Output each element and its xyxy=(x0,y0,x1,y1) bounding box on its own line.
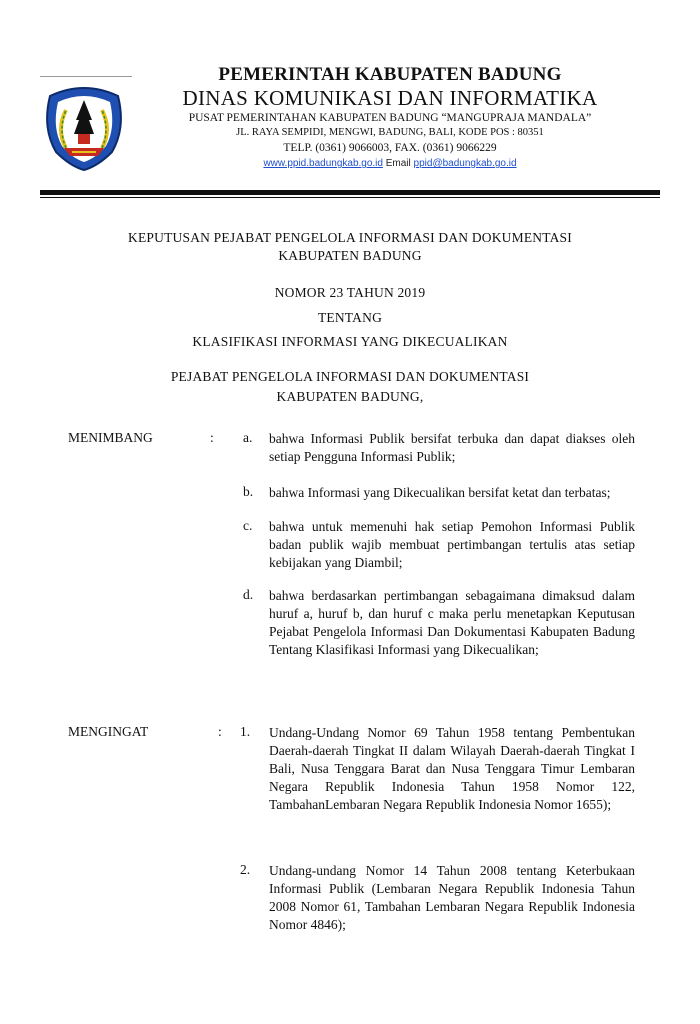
decree-about: TENTANG xyxy=(317,310,383,325)
menimbang-item-text: bahwa Informasi yang Dikecualikan bersifat ketat dan terbatas; xyxy=(269,485,611,500)
mengingat-label: MENGINGAT xyxy=(68,724,149,739)
letterhead-hairline xyxy=(40,76,132,77)
menimbang-label: MENIMBANG xyxy=(68,430,153,445)
menimbang-item-marker: c. xyxy=(243,518,253,533)
menimbang-item-marker: a. xyxy=(243,430,253,445)
decree-title-line1: KEPUTUSAN PEJABAT PENGELOLA INFORMASI DAN DOKUMENTASI xyxy=(128,230,572,245)
decree-title-line2: KABUPATEN BADUNG xyxy=(278,248,422,263)
office-phone-fax: TELP. (0361) 9066003, FAX. (0361) 9066229 xyxy=(283,142,497,154)
badung-regency-emblem-icon xyxy=(36,78,132,172)
email-label: Email xyxy=(385,158,411,169)
decree-subject: KLASIFIKASI INFORMASI YANG DIKECUALIKAN xyxy=(192,334,508,349)
office-name: DINAS KOMUNIKASI DAN INFORMATIKA xyxy=(182,86,598,110)
decree-number: NOMOR 23 TAHUN 2019 xyxy=(274,285,426,300)
mengingat-item-marker: 2. xyxy=(240,862,251,877)
menimbang-item-marker: d. xyxy=(243,587,254,602)
menimbang-item-text: bahwa untuk memenuhi hak setiap Pemohon Informasi Publik badan publik wajib membuat pertimbangan tertulis atas setiap kebijakan yang Diambil; xyxy=(269,519,635,570)
mengingat-item-text: Undang-undang Nomor 14 Tahun 2008 tentang Keterbukaan Informasi Publik (Lembaran Negara Republik Indonesia Tahun 2008 Nomor 61, Tambahan Lembaran Negara Republik Indonesia Nomor 4846); xyxy=(269,863,635,932)
menimbang-item-text: bahwa Informasi Publik bersifat terbuka dan dapat diakses oleh setiap Pengguna Informasi Publik; xyxy=(269,431,635,464)
official-title-line1: PEJABAT PENGELOLA INFORMASI DAN DOKUMENTASI xyxy=(170,369,530,384)
letterhead-rule-thin xyxy=(40,197,660,198)
mengingat-colon: : xyxy=(218,724,222,739)
mengingat-item-text: Undang-Undang Nomor 69 Tahun 1958 tentang Pembentukan Daerah-daerah Tingkat II dalam Wilayah Daerah-daerah Tingkat I Bali, Nusa Tenggara Barat dan Nusa Tenggara Timur Lembaran Negara Republik Indonesia Tahun 1958 Nomor 122, TambahanLembaran Negara Republik Indonesia Nomor 1655); xyxy=(269,725,635,812)
mengingat-item-marker: 1. xyxy=(240,724,251,739)
government-center-line: PUSAT PEMERINTAHAN KABUPATEN BADUNG “MANGUPRAJA MANDALA” xyxy=(188,112,592,124)
menimbang-item-marker: b. xyxy=(243,484,254,499)
menimbang-colon: : xyxy=(210,430,214,445)
email-link[interactable]: ppid@badungkab.go.id xyxy=(413,158,517,169)
office-address: JL. RAYA SEMPIDI, MENGWI, BADUNG, BALI, KODE POS : 80351 xyxy=(236,127,544,138)
official-title-line2: KABUPATEN BADUNG, xyxy=(276,389,424,404)
website-link[interactable]: www.ppid.badungkab.go.id xyxy=(263,158,383,169)
letterhead-rule-thick xyxy=(40,190,660,195)
contact-links xyxy=(120,158,660,169)
government-name: PEMERINTAH KABUPATEN BADUNG xyxy=(218,64,562,85)
menimbang-item-text: bahwa berdasarkan pertimbangan sebagaimana dimaksud dalam huruf a, huruf b, dan huruf c maka perlu menetapkan Keputusan Pejabat Pengelola Informasi Dan Dokumentasi Kabupaten Badung Tentang Klasifikasi Informasi yang Dikecualikan; xyxy=(269,588,635,657)
